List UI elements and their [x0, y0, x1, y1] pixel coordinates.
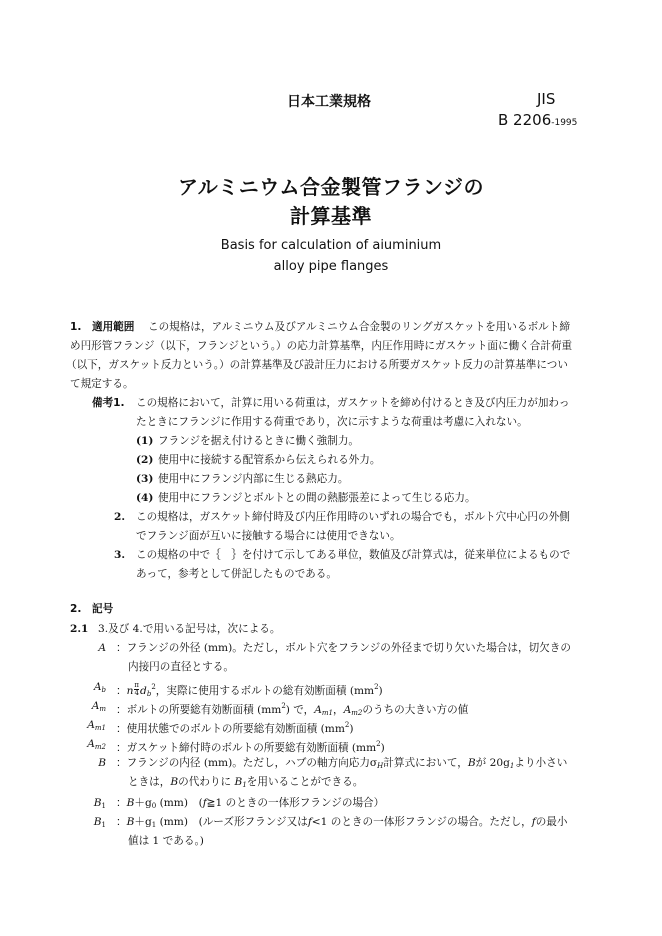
symbol-A: A	[98, 642, 106, 654]
standard-number	[498, 111, 577, 129]
remark-item-text: 使用中にフランジ内部に生じる熱応力。	[158, 473, 349, 485]
sym-letter: A	[93, 681, 102, 693]
ref-sub: m2	[351, 709, 363, 717]
def-text: ：ボルトの所要総有効断面積 (mm	[116, 704, 282, 716]
unit-sup: 2	[344, 721, 350, 729]
section1-line: め円形管フランジ（以下，フランジという。）の応力計算基準，内圧作用時にガスケット面に働く合計荷重	[70, 340, 573, 352]
symbol-B-def-line2	[128, 773, 363, 795]
def-text: の最小	[535, 816, 568, 828]
ref-B: B	[126, 816, 135, 828]
symbol-B1	[72, 813, 106, 835]
section2-1-num: 2.1	[70, 623, 89, 635]
remark2-line: この規格は，ガスケット締付時及び内圧作用時のいずれの場合でも，ボルト穴中心円の外側	[136, 511, 570, 523]
section1-heading: 1. 適用範囲	[70, 321, 135, 333]
remark3-num: 3.	[114, 549, 126, 561]
def-text: を用いることができる。	[246, 776, 364, 788]
ref-B: B	[467, 757, 476, 769]
sym-letter: B	[93, 797, 102, 809]
unit-sup: 2	[376, 740, 381, 748]
separator: ，	[333, 704, 344, 716]
remark1-line: たときにフランジに作用する荷重であり，次に示すような荷重は考慮に入れない。	[136, 416, 528, 428]
standard-name: 日本工業規格	[287, 94, 371, 110]
unit-sup: 2	[281, 702, 286, 710]
ref-f: f	[531, 816, 536, 828]
title-ja-line1: アルミニウム合金製管フランジの	[178, 175, 484, 199]
number-text: B 2206	[498, 111, 552, 129]
sym-letter: A	[87, 719, 95, 731]
remark-item-text: フランジを据え付けるときに働く強制力。	[158, 435, 360, 447]
def-text: ≧1 のときの一体形フランジの場合）	[206, 797, 385, 809]
remark-item-text: 使用中にフランジとボルトとの間の熱膨張差によって生じる応力。	[158, 492, 476, 504]
g-sub: 1	[509, 762, 515, 770]
formula-pi: π	[134, 681, 140, 689]
sym-sub: m2	[94, 743, 106, 751]
section1-line: （以下，ガスケット反力という。）の計算基準及び設計圧力における所要ガスケット反力の計算基準につい	[66, 359, 568, 371]
colon: ：	[116, 685, 127, 697]
remarks-label: 備考1.	[92, 397, 125, 409]
def-text: ＋g	[134, 797, 152, 809]
ref-B: B	[170, 776, 179, 788]
remark1-line: この規格において，計算に用いる荷重は，ガスケットを締め付けるとき及び内圧力が加わっ	[136, 397, 570, 409]
def-text: <1 のときの一体形フランジの場合。ただし，	[311, 816, 532, 828]
title-ja-line2: 計算基準	[290, 204, 372, 228]
def-close: )	[378, 685, 383, 697]
ref-sub: 1	[242, 781, 247, 789]
sym-letter: B	[93, 816, 102, 828]
sym-letter: A	[87, 738, 95, 750]
formula-dsub: b	[146, 690, 152, 698]
sigma-sub: H	[377, 762, 384, 770]
g-sub: 1	[151, 821, 157, 829]
symbol-B1-def-line2: 値は 1 である。)	[128, 835, 204, 847]
title-en-line2: alloy pipe flanges	[273, 259, 389, 274]
ref-f: f	[307, 816, 312, 828]
formula-d: d	[140, 685, 147, 697]
remark-item-num: (2)	[136, 454, 154, 466]
def-text: ：	[116, 797, 127, 809]
def-text: ，実際に使用するボルトの総有効断面積 (mm	[155, 685, 375, 697]
remark-item-text: 使用中に接続する配管系から伝えられる外力。	[158, 454, 381, 466]
def-text: より小さい	[514, 757, 568, 769]
remark-item-num: (1)	[136, 435, 154, 447]
def-text: ：ガスケット締付時のボルトの所要総有効断面積 (mm	[116, 742, 377, 754]
def-text: ときは，	[128, 776, 171, 788]
remark-item-num: (4)	[136, 492, 154, 504]
def-text: ) で，	[285, 704, 315, 716]
def-text: ：使用状態でのボルトの所要総有効断面積 (mm	[116, 723, 345, 735]
sym-sub: m	[99, 705, 106, 713]
remark3-line: この規格の中で｛ ｝を付けて示してある単位，数値及び計算式は，従来単位によるもので	[136, 549, 571, 561]
ref-sub: m1	[321, 709, 334, 717]
ref-A: A	[314, 704, 322, 716]
def-text: (mm) (ルーズ形フランジ又は	[156, 816, 308, 828]
def-text: )	[380, 742, 385, 754]
unit-sup: 2	[374, 683, 379, 691]
formula-sup: 2	[151, 683, 156, 691]
symbol-A-def: 内接円の直径とする。	[128, 661, 234, 673]
def-text: のうちの大きい方の値	[362, 704, 469, 716]
g-sub: 0	[151, 802, 157, 810]
jis-label: JIS	[537, 90, 556, 108]
symbol-A-def: ：フランジの外径 (mm)。ただし，ボルト穴をフランジの外径まで切り欠いた場合は，切欠きの	[116, 642, 571, 654]
sym-sub: b	[101, 686, 106, 694]
section2-1-text: 3.及び 4.で用いる記号は，次による。	[98, 623, 281, 635]
sym-sub: m1	[94, 724, 106, 732]
def-text: ＋g	[134, 816, 152, 828]
formula-4: 4	[134, 689, 139, 697]
formula-fraction	[134, 682, 139, 697]
def-text: )	[349, 723, 354, 735]
def-text: 計算式において，	[383, 757, 468, 769]
remark2-line: でフランジ面が互いに接触する場合には使用できない。	[136, 530, 401, 542]
year-text: -1995	[551, 118, 578, 128]
section1-line: この規格は，アルミニウム及びアルミニウム合金製のリングガスケットを用いるボルト締	[148, 321, 570, 333]
ref-B: B	[126, 797, 135, 809]
symbol-B: B	[98, 757, 106, 769]
ref-B: B	[234, 776, 243, 788]
remark3-line: あって，参考として併記したものである。	[136, 568, 337, 580]
section1-line: て規定する。	[70, 378, 134, 390]
sym-sub: 1	[101, 802, 106, 810]
def-text: (mm) (	[156, 797, 203, 809]
def-text: が 20g	[475, 757, 510, 769]
section2-heading: 2. 記号	[70, 603, 114, 615]
def-text: ：	[116, 816, 127, 828]
ref-A: A	[343, 704, 352, 716]
remark-item-num: (3)	[136, 473, 154, 485]
sym-sub: 1	[101, 821, 106, 829]
ref-f: f	[202, 797, 207, 809]
formula-n: n	[126, 685, 134, 697]
title-en-line1: Basis for calculation of aiuminium	[220, 238, 442, 253]
def-text: の代わりに	[178, 776, 235, 788]
remark2-num: 2.	[114, 511, 126, 523]
def-text: ：フランジの内径 (mm)。ただし，ハブの軸方向応力σ	[116, 757, 378, 769]
sym-letter: A	[91, 700, 100, 712]
